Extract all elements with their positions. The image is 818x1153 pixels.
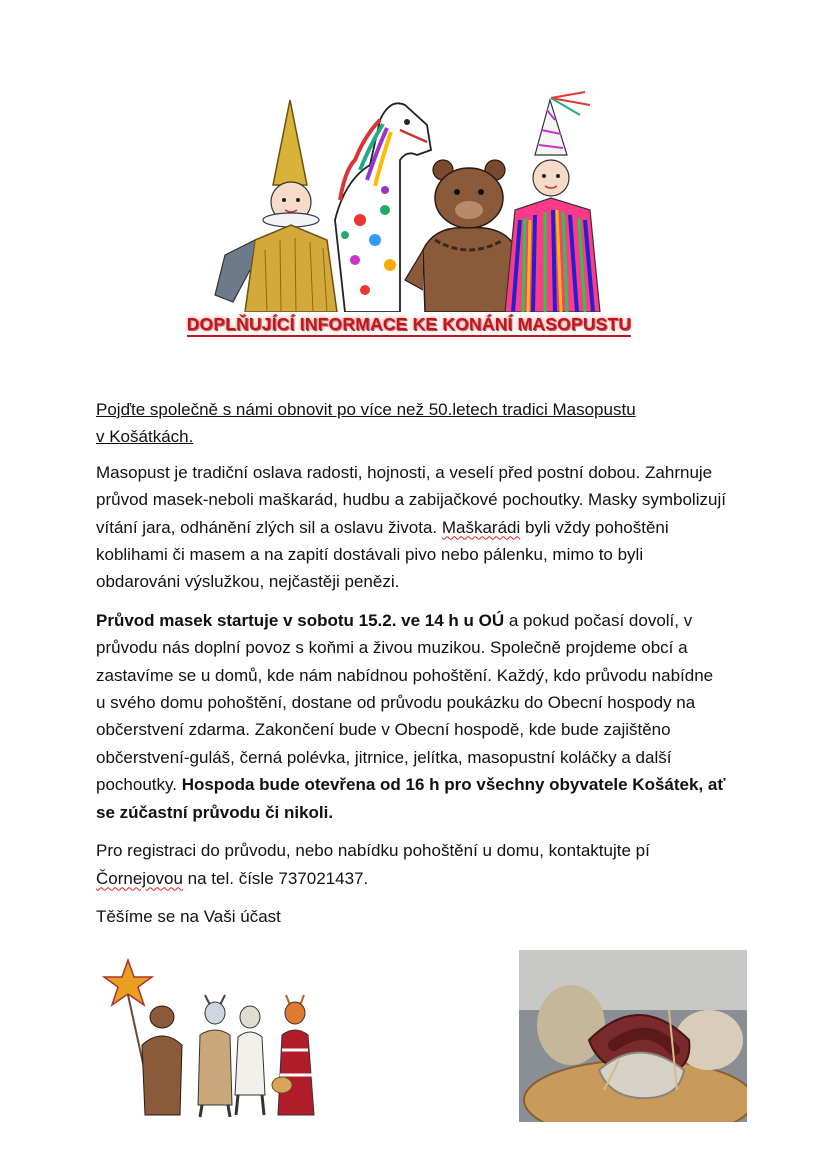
procession-start-highlight: Průvod masek startuje v sobotu 15.2. ve 14 h u OÚ [96,610,505,630]
document-body [96,396,726,941]
pub-opening-highlight: Hospoda bude otevřena od 16 h pro všechny obyvatele Košátek, ať se zúčastní průvodu či nikoli. [96,775,726,822]
spellcheck-flagged-word: Maškarádi [441,517,521,537]
document-title: DOPLŇUJÍCÍ INFORMACE KE KONÁNÍ MASOPUSTU [0,314,818,335]
paragraph-procession [96,607,726,826]
sausages-on-wooden-board-photo [519,950,747,1122]
spellcheck-flagged-name: Čornejovou [96,868,183,888]
paragraph-procession-text: a pokud počasí dovolí, v průvodu nás doplní povoz s koňmi a živou muzikou. Společně projdeme obcí a zastavíme se u domů, kde nám nabídnou pohoštění. Každý, kdo průvodu nabídne u svého domu pohoštění, dostane od průvodu poukázku do Obecní hospody na občerstvení zdarma. Zakončení bude v Obecní hospodě, kde bude zajištěno občerstvení-guláš, černá polévka, jitrnice, jelítka, masopustní koláčky a další pochoutky. [96,610,714,795]
straw-mask-figure [215,100,337,312]
paragraph-registration-text-a: Pro registraci do průvodu, nebo nabídku pohoštění u domu, kontaktujte pí [96,841,650,861]
paragraph-tradition [96,459,726,596]
masopust-characters-illustration [195,90,615,312]
ribbon-mask-figure [505,92,600,312]
intro-line-1: Pojďte společně s námi obnovit po více než 50.letech tradici Masopustu [96,400,636,419]
masked-figures-illustration [100,955,340,1120]
paragraph-registration [96,837,726,892]
paragraph-tradition-text-a: Masopust je tradiční oslava radosti, hojnosti, a veselí před postní dobou. Zahrnuje průvod masek-neboli maškarád, hudbu a zabijačkové pochoutky. Masky symbolizují vítání jara, odhánění zlých sil a oslavu života. [96,462,726,537]
paragraph-tradition-text-b: byli vždy pohoštěni koblihami či masem a na zapití dostávali pivo nebo pálenku, mimo to byli obdarováni výslužkou, nejčastěji penězi. [96,517,669,592]
intro-paragraph [96,396,726,451]
intro-line-2: v Košátkách. [96,427,194,447]
closing-line: Těšíme se na Vaši účast [96,906,281,926]
paragraph-registration-text-b: na tel. čísle 737021437. [182,868,369,888]
